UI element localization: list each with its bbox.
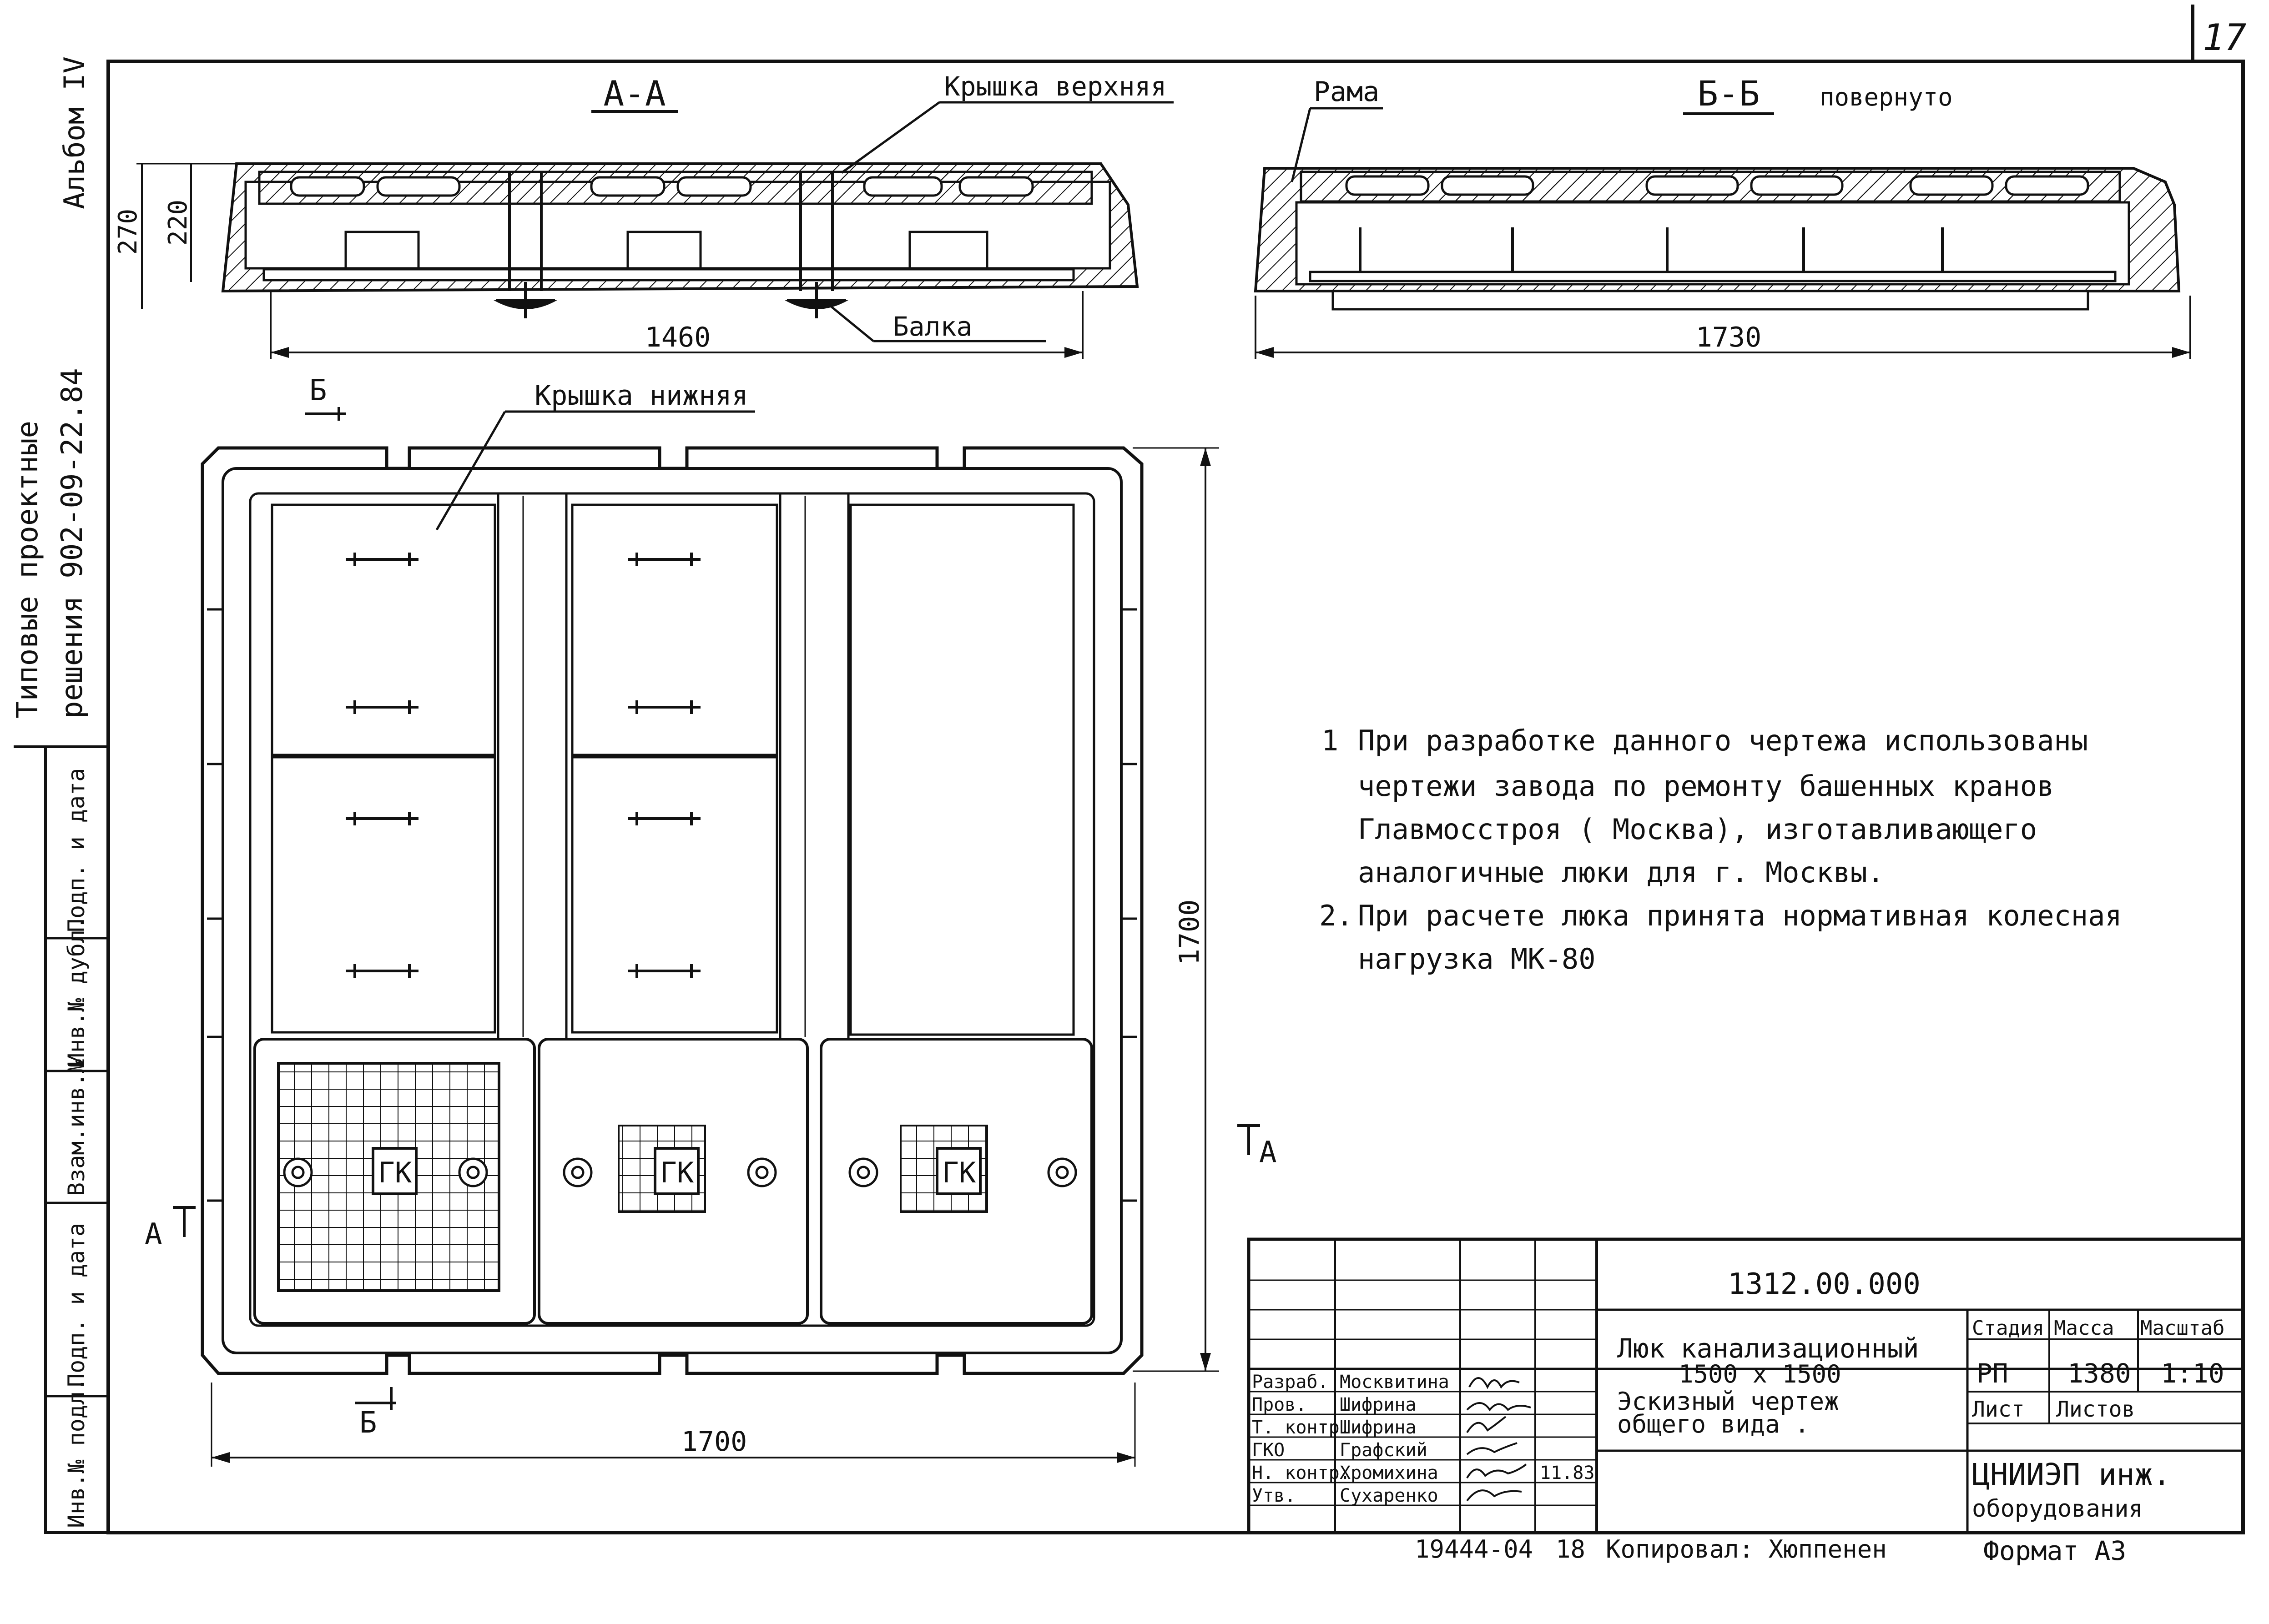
name-tkontr: Шифрина — [1340, 1417, 1417, 1438]
stamp-inv-podl: Инв.№ подл. — [63, 1377, 90, 1528]
role-tkontr: Т. контр. — [1252, 1417, 1351, 1438]
stamp-vzam-inv: Взам.инв.№ — [63, 1059, 90, 1196]
cut-a-right: А — [1259, 1136, 1277, 1169]
cut-b-bottom: Б — [359, 1406, 377, 1440]
role-prov: Пров. — [1252, 1394, 1307, 1415]
dim-1700-horizontal: 1700 — [681, 1426, 747, 1458]
footer-page: 18 — [1556, 1535, 1586, 1564]
note-1-line-1: При разработке данного чертежа использованы — [1358, 724, 2088, 757]
note-2-line-2: нагрузка МК-80 — [1358, 942, 1596, 975]
title-line-2: 1500 х 1500 — [1679, 1360, 1841, 1388]
name-prov: Шифрина — [1340, 1394, 1417, 1415]
title-line-1: Люк канализационный — [1617, 1333, 1919, 1364]
footer-inventory: 19444-04 — [1415, 1535, 1533, 1564]
sheets-header: Листов — [2056, 1397, 2135, 1422]
section-aa — [113, 71, 1174, 359]
note-1-line-4: аналогичные люки для г. Москвы. — [1358, 856, 1885, 889]
note-1-line-2: чертежи завода по ремонту башенных кранов — [1358, 769, 2054, 803]
title-line-3: Эскизный чертеж — [1617, 1387, 1839, 1416]
name-gko: Графский — [1340, 1440, 1427, 1461]
section-bb — [1256, 73, 2190, 359]
cut-a-left: А — [145, 1217, 162, 1251]
name-nkontr: Хромихина — [1340, 1463, 1438, 1483]
footer-copied-by: Копировал: Хюппенен — [1606, 1535, 1887, 1564]
note-2-num: 2. — [1319, 899, 1353, 932]
role-gko: ГКО — [1252, 1440, 1285, 1461]
label-frame: Рама — [1313, 76, 1380, 108]
notes — [1319, 724, 2122, 975]
org-line-1: ЦНИИЭП инж. — [1972, 1457, 2171, 1492]
label-top-cover: Крышка верхняя — [944, 71, 1167, 102]
scale-value: 1:10 — [2161, 1358, 2224, 1389]
role-nkontr: Н. контр. — [1252, 1463, 1351, 1483]
note-1-line-3: Главмосстроя ( Москва), изготавливающего — [1358, 813, 2037, 846]
footer-format: Формат А3 — [1983, 1535, 2127, 1566]
plan-view — [145, 374, 1277, 1467]
role-razrab: Разраб. — [1252, 1372, 1329, 1393]
stage-header: Стадия — [1972, 1317, 2044, 1340]
section-bb-suffix: повернуто — [1820, 83, 1953, 111]
gk-label-3: ГК — [942, 1156, 976, 1189]
role-utv: Утв. — [1252, 1485, 1296, 1506]
drawing-code: 1312.00.000 — [1728, 1267, 1921, 1301]
dim-1730: 1730 — [1695, 322, 1762, 353]
label-bottom-cover: Крышка нижняя — [534, 380, 748, 412]
dim-1700-vertical: 1700 — [1174, 899, 1205, 965]
dim-270: 270 — [113, 208, 143, 255]
name-razrab: Москвитина — [1340, 1372, 1449, 1393]
note-1-num: 1 — [1321, 724, 1339, 757]
name-utv: Сухаренко — [1340, 1485, 1438, 1506]
series-line-1: Типовые проектные — [11, 420, 45, 719]
section-bb-title: Б-Б — [1697, 73, 1760, 114]
gk-label-1: ГК — [378, 1156, 412, 1189]
title-line-4: общего вида . — [1617, 1410, 1810, 1438]
mass-header: Масса — [2054, 1317, 2114, 1340]
title-block — [1249, 1239, 2243, 1533]
sheet-number: 17 — [2202, 16, 2247, 59]
stamp-sign-date-1: Подп. и дата — [63, 1222, 90, 1387]
note-2-line-1: При расчете люка принята нормативная колесная — [1358, 899, 2122, 932]
cut-b-top: Б — [309, 374, 327, 407]
section-aa-title: А-А — [603, 73, 666, 114]
gk-label-2: ГК — [660, 1156, 694, 1189]
label-beam: Балка — [892, 311, 973, 342]
dim-220: 220 — [163, 199, 193, 246]
org-line-2: оборудования — [1972, 1495, 2143, 1523]
scale-header: Масштаб — [2140, 1317, 2225, 1340]
stamp-sign-date-2: Подп. и дата — [63, 768, 90, 932]
mass-value: 1380 — [2067, 1358, 2131, 1389]
album-label: Альбом IV — [58, 56, 91, 209]
approval-date: 11.83 — [1540, 1463, 1595, 1483]
sheet-header: Лист — [1972, 1397, 2025, 1422]
dim-1460: 1460 — [645, 322, 711, 353]
stage-value: РП — [1977, 1358, 2008, 1389]
stamp-inv-dubl: Инв.№ дубл. — [63, 915, 90, 1066]
series-line-2: решения 902-09-22.84 — [55, 368, 89, 719]
